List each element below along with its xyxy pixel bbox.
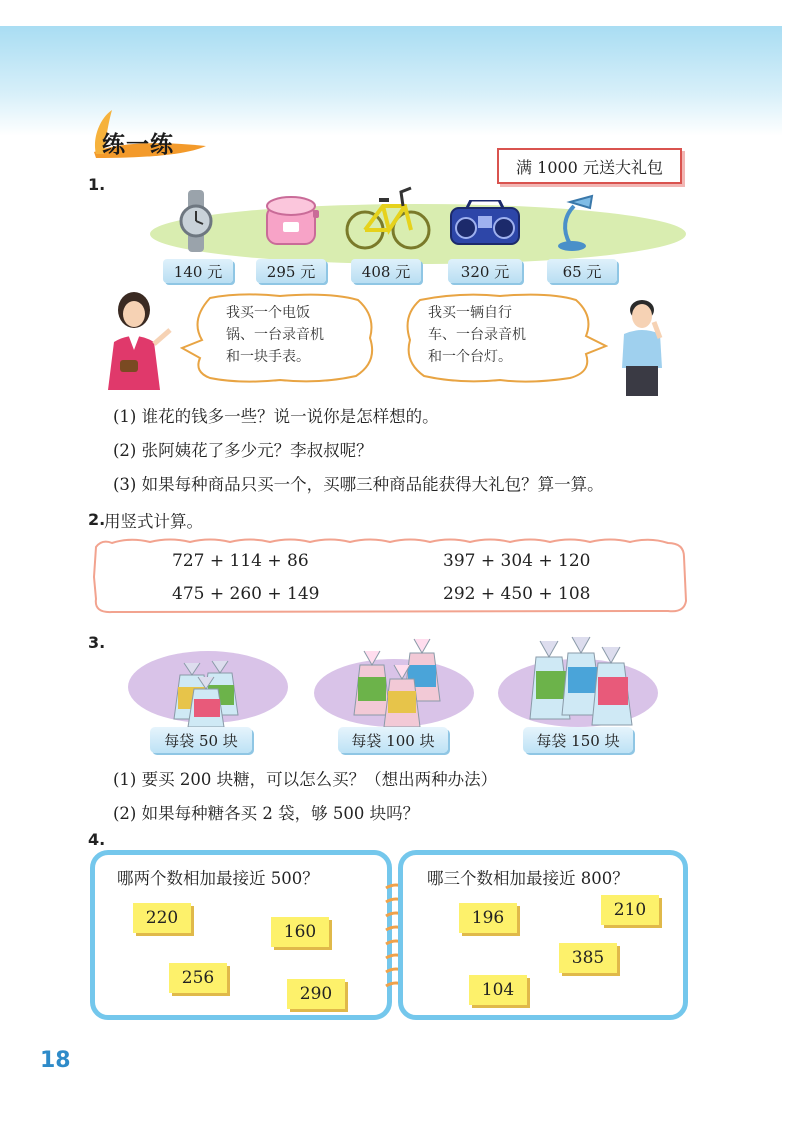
woman-speech-line-2: 锅、一台录音机: [226, 327, 324, 343]
q1-number: 1.: [88, 175, 106, 194]
candy-label-50: 每袋 50 块: [150, 727, 252, 753]
man-speech-line-2: 车、一台录音机: [428, 327, 526, 343]
candy-label-150: 每袋 150 块: [523, 727, 633, 753]
bicycle-icon: [345, 180, 431, 252]
q4-left-title: 哪两个数相加最接近 500？: [117, 869, 319, 888]
price-tag-rice-cooker: 295 元: [256, 259, 326, 283]
calc-expr-4: 292 + 450 + 108: [443, 584, 591, 604]
section-title-text: 练一练: [102, 132, 174, 158]
number-card-256: 256: [169, 963, 227, 993]
q1-question-3: (3) 如果每种商品只买一个，买哪三种商品能获得大礼包？算一算。: [113, 475, 604, 494]
candy-bags-150-icon: [498, 635, 658, 730]
man-avatar: [612, 296, 672, 396]
desk-lamp-icon: [554, 194, 594, 252]
candy-bags-50-icon: [128, 635, 288, 730]
price-tag-watch: 140 元: [163, 259, 233, 283]
radio-recorder-icon: [449, 200, 521, 246]
q4-number: 4.: [88, 830, 106, 849]
q4-right-title: 哪三个数相加最接近 800？: [427, 869, 629, 888]
number-card-220: 220: [133, 903, 191, 933]
q1-question-1: (1) 谁花的钱多一些？说一说你是怎样想的。: [113, 407, 439, 426]
price-tag-radio: 320 元: [448, 259, 522, 283]
price-tag-lamp: 65 元: [547, 259, 617, 283]
candy-label-100: 每袋 100 块: [338, 727, 448, 753]
woman-speech-line-3: 和一块手表。: [226, 349, 310, 365]
q1-question-2: (2) 张阿姨花了多少元？李叔叔呢？: [113, 441, 373, 460]
q3-question-2: (2) 如果每种糖各买 2 袋，够 500 块吗？: [113, 804, 420, 823]
man-speech-line-3: 和一个台灯。: [428, 349, 512, 365]
q4-right-panel: [398, 850, 688, 1020]
page-number: 18: [40, 1048, 71, 1073]
number-card-104: 104: [469, 975, 527, 1005]
q2-number: 2.: [88, 510, 106, 529]
number-card-290: 290: [287, 979, 345, 1009]
number-card-160: 160: [271, 917, 329, 947]
promo-box: 满 1000 元送大礼包: [497, 148, 682, 184]
number-card-196: 196: [459, 903, 517, 933]
calc-expr-3: 475 + 260 + 149: [172, 584, 320, 604]
watch-icon: [176, 190, 216, 252]
number-card-210: 210: [601, 895, 659, 925]
q4-left-panel: [90, 850, 392, 1020]
price-tag-bicycle: 408 元: [351, 259, 421, 283]
q2-title: 用竖式计算。: [104, 512, 203, 531]
number-card-385: 385: [559, 943, 617, 973]
q3-question-1: (1) 要买 200 块糖，可以怎么买？（想出两种办法）: [113, 770, 498, 789]
rice-cooker-icon: [263, 192, 321, 248]
man-speech-line-1: 我买一辆自行: [428, 305, 512, 321]
woman-avatar: [100, 290, 180, 390]
q3-number: 3.: [88, 633, 106, 652]
calc-expr-1: 727 + 114 + 86: [172, 551, 309, 571]
candy-bags-100-icon: [314, 635, 474, 730]
calc-expr-2: 397 + 304 + 120: [443, 551, 591, 571]
woman-speech-line-1: 我买一个电饭: [226, 305, 310, 321]
